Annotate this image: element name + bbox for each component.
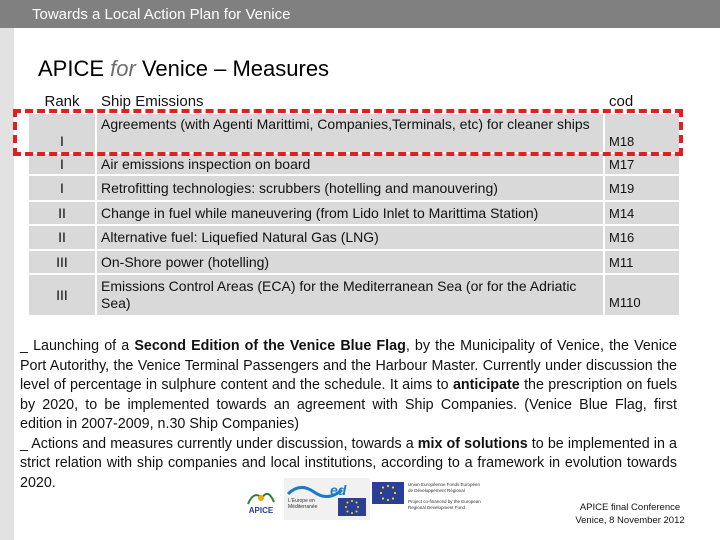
table-row [28, 250, 680, 274]
code-cell: M16 [604, 225, 680, 250]
left-decorative-strip [0, 28, 14, 540]
table-row [28, 153, 680, 175]
emphasis-anticipate: anticipate [452, 377, 520, 393]
paragraph-mix-solutions: _ Actions and measures currently under discussion, towards a mix of solutions to be implemented in a strict relation with ship companies and local institutions, according to a framework in evolution towards 2020. [20, 435, 677, 491]
code-cell: M18 [604, 113, 680, 153]
measure-cell: Alternative fuel: Liquefied Natural Gas (LNG) [96, 225, 604, 250]
svg-text:ed: ed [330, 482, 347, 498]
rank-cell: II [28, 225, 96, 250]
header-code: cod [604, 89, 680, 113]
measure-cell: Change in fuel while maneuvering (from Lido Inlet to Marittima Station) [96, 201, 604, 225]
erdf-caption-en: Project co-financed by the European Regional Development Fund [408, 499, 481, 510]
title-part-apice: APICE [38, 56, 111, 81]
slide-header-text: Towards a Local Action Plan for Venice [32, 6, 291, 23]
slide-header-bar [0, 0, 720, 28]
erdf-logo [372, 482, 486, 516]
highlight-dashed-box [13, 109, 683, 156]
med-programme-logo [284, 478, 370, 520]
eu-flag-icon [372, 482, 404, 504]
measure-cell: On-Shore power (hotelling) [96, 250, 604, 274]
rank-cell: II [28, 201, 96, 225]
code-cell: M19 [604, 175, 680, 201]
logo-strip [240, 478, 488, 520]
paragraph-blue-flag: _ Launching of a Second Edition of the Venice Blue Flag, by the Municipality of Venice, the Venice Port Autorithy, the Venice Terminal Passengers and the Harbour Master. Currently under discussion the level of percentage in sulphure content and the schedule. It aims to anticipate the prescription on fuels by 2020, to be implemented towards an agreement with Ship Companies. (Venice Blue Flag, first edition in 2007-2009, n.30 Ship Companies) [20, 338, 678, 432]
header-rank: Rank [28, 89, 96, 113]
code-cell: M110 [604, 274, 680, 316]
code-cell: M14 [604, 201, 680, 225]
body-text [20, 337, 677, 493]
eu-flag-icon [338, 498, 366, 516]
measure-cell: Retrofitting technologies: scrubbers (hotelling and manouvering) [96, 175, 604, 201]
code-cell: M11 [604, 250, 680, 274]
measure-cell: Emissions Control Areas (ECA) for the Mediterranean Sea (or for the Adriatic Sea) [96, 274, 604, 316]
emphasis-mix-of-solutions: mix of solutions [417, 435, 528, 452]
table-row [28, 225, 680, 250]
erdf-caption-fr: Union Européenne Fonds Européen de Développement Régional [408, 482, 481, 493]
table-row [28, 274, 680, 316]
med-wave-icon [286, 480, 366, 498]
header-ship-emissions: Ship Emissions [96, 89, 604, 113]
title-part-for: for [110, 56, 136, 81]
rank-cell: I [28, 175, 96, 201]
footer-conference-date: Venice, 8 November 2012 [575, 515, 685, 526]
rank-cell: I [28, 113, 96, 153]
apice-logo [240, 486, 282, 516]
conference-footer [565, 501, 695, 527]
slide-title [38, 56, 329, 82]
svg-text:APICE: APICE [248, 506, 274, 515]
measure-cell: Agreements (with Agenti Marittimi, Companies,Terminals, etc) for cleaner ships [96, 113, 604, 153]
rank-cell: III [28, 250, 96, 274]
med-programme-caption: L'Europe en Méditerranée [288, 498, 318, 510]
table-row [28, 201, 680, 225]
rank-cell: I [28, 153, 96, 175]
measure-cell: Air emissions inspection on board [96, 153, 604, 175]
footer-conference-name: APICE final Conference [579, 502, 681, 513]
rank-cell: III [28, 274, 96, 316]
code-cell: M17 [604, 153, 680, 175]
title-part-venice-measures: Venice – Measures [135, 56, 330, 81]
table-row [28, 175, 680, 201]
emphasis-second-edition: Second Edition of the Venice Blue Flag [134, 338, 406, 354]
